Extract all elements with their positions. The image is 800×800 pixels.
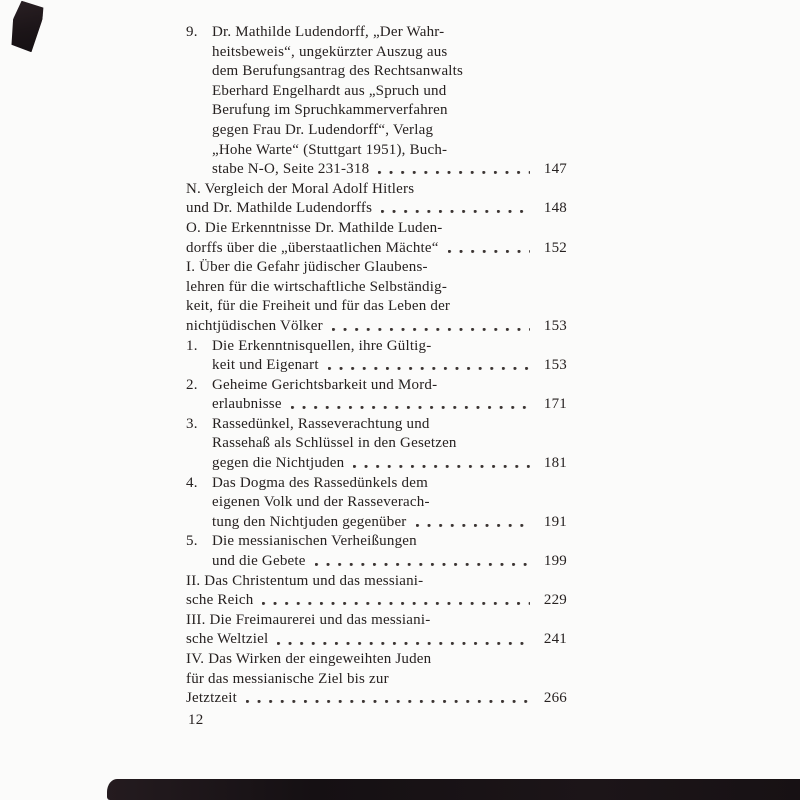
toc-line: eigenen Volk und der Rasseverach-: [212, 494, 430, 511]
toc-item-number: 3.: [186, 415, 198, 432]
page-ref: 241: [543, 631, 567, 648]
toc-line: keit, für die Freiheit und für das Leben der: [186, 298, 451, 315]
dot-leader: [246, 700, 530, 703]
toc-text: sche Weltziel: [186, 631, 269, 648]
dot-leader: [416, 524, 531, 527]
dot-leader: [381, 210, 530, 213]
dot-leader: [291, 406, 530, 409]
toc-entry: [186, 376, 567, 415]
toc-line: Rassehaß als Schlüssel in den Gesetzen: [212, 435, 457, 452]
toc-line-dotted: [212, 454, 567, 474]
page-ref: 181: [543, 455, 567, 472]
toc-text: und die Gebete: [212, 553, 306, 570]
toc-text: stabe N-O, Seite 231-318: [212, 161, 370, 178]
toc-item-number: 5.: [186, 533, 198, 550]
toc-line: N. Vergleich der Moral Adolf Hitlers: [186, 180, 415, 197]
toc-line-dotted: [186, 239, 567, 259]
toc-line-dotted: [186, 591, 567, 611]
toc-text: nichtjüdischen Völker: [186, 317, 323, 334]
scan-artifact-top-left: [8, 0, 45, 53]
toc-line: lehren für die wirtschaftliche Selbständig-: [186, 278, 448, 295]
toc-line: 3. Rassedünkel, Rasseverachtung und: [212, 415, 567, 435]
page-ref: 266: [543, 690, 567, 707]
toc-line: O. Die Erkenntnisse Dr. Mathilde Luden-: [186, 219, 443, 236]
toc-line: gegen Frau Dr. Ludendorff“, Verlag: [212, 121, 434, 138]
toc-entry: [186, 258, 567, 336]
toc-line: 1. Die Erkenntnisquellen, ihre Gültig-: [212, 337, 567, 357]
toc-text: gegen die Nichtjuden: [212, 455, 345, 472]
toc-entry: [186, 611, 567, 650]
toc-line-dotted: [186, 630, 567, 650]
toc-entry: [186, 180, 567, 219]
page-ref: 229: [543, 592, 567, 609]
dot-leader: [378, 171, 530, 174]
toc-text: Jetztzeit: [186, 690, 237, 707]
toc-item-number: 1.: [186, 337, 198, 354]
toc-line: Berufung im Spruchkammerverfahren: [212, 102, 448, 119]
toc-entry: [186, 219, 567, 258]
dot-leader: [448, 250, 530, 253]
page-ref: 147: [543, 161, 567, 178]
dot-leader: [262, 602, 530, 605]
toc-line: I. Über die Gefahr jüdischer Glaubens-: [186, 259, 428, 276]
toc-entry: [186, 415, 567, 474]
toc-text: keit und Eigenart: [212, 357, 319, 374]
toc-line: „Hohe Warte“ (Stuttgart 1951), Buch-: [212, 141, 448, 158]
page-ref: 171: [543, 396, 567, 413]
toc-line-dotted: [186, 689, 567, 709]
toc-line-dotted: [186, 199, 567, 219]
dot-leader: [332, 328, 530, 331]
page-ref: 199: [543, 553, 567, 570]
toc-line: 9. Dr. Mathilde Ludendorff, „Der Wahr-: [212, 23, 567, 43]
toc-line: Eberhard Engelhardt aus „Spruch und: [212, 82, 447, 99]
dot-leader: [277, 642, 530, 645]
toc-line: 5. Die messianischen Verheißungen: [212, 532, 567, 552]
toc-line: 4. Das Dogma des Rassedünkels dem: [212, 474, 567, 494]
table-of-contents: [186, 23, 567, 709]
toc-entry: [186, 23, 567, 180]
toc-line-dotted: [212, 356, 567, 376]
toc-line: für das messianische Ziel bis zur: [186, 670, 389, 687]
toc-line: dem Berufungsantrag des Rechtsanwalts: [212, 63, 464, 80]
toc-item-number: 9.: [186, 24, 198, 40]
page-ref: 153: [543, 317, 567, 334]
toc-item-number: 4.: [186, 474, 198, 491]
folio-page-number: 12: [188, 712, 204, 728]
toc-line: 2. Geheime Gerichtsbarkeit und Mord-: [212, 376, 567, 396]
toc-line: heitsbeweis“, ungekürzter Auszug aus: [212, 43, 448, 60]
page-ref: 153: [543, 357, 567, 374]
toc-entry: [186, 474, 567, 533]
toc-text: erlaubnisse: [212, 396, 282, 413]
toc-entry: [186, 532, 567, 571]
toc-text: und Dr. Mathilde Ludendorffs: [186, 200, 373, 217]
dot-leader: [353, 465, 530, 468]
toc-item-number: 2.: [186, 376, 198, 393]
toc-line-dotted: [212, 552, 567, 572]
toc-line-dotted: [212, 395, 567, 415]
dot-leader: [328, 367, 530, 370]
toc-line-dotted: [186, 317, 567, 337]
page-ref: 148: [543, 200, 567, 217]
toc-line: IV. Das Wirken der eingeweihten Juden: [186, 651, 432, 667]
scan-artifact-bottom-bar: [107, 779, 800, 800]
toc-text: sche Reich: [186, 592, 254, 609]
toc-line: III. Die Freimaurerei und das messiani-: [186, 611, 431, 628]
page-ref: 152: [543, 239, 567, 256]
page-ref: 191: [543, 513, 567, 530]
dot-leader: [315, 563, 530, 566]
toc-line-dotted: [212, 513, 567, 533]
toc-text: dorffs über die „überstaatlichen Mächte“: [186, 239, 439, 256]
toc-text: tung den Nichtjuden gegenüber: [212, 513, 407, 530]
toc-entry: [186, 650, 567, 709]
toc-line-dotted: [212, 160, 567, 180]
toc-line: II. Das Christentum und das messiani-: [186, 572, 424, 589]
toc-entry: [186, 572, 567, 611]
toc-entry: [186, 337, 567, 376]
